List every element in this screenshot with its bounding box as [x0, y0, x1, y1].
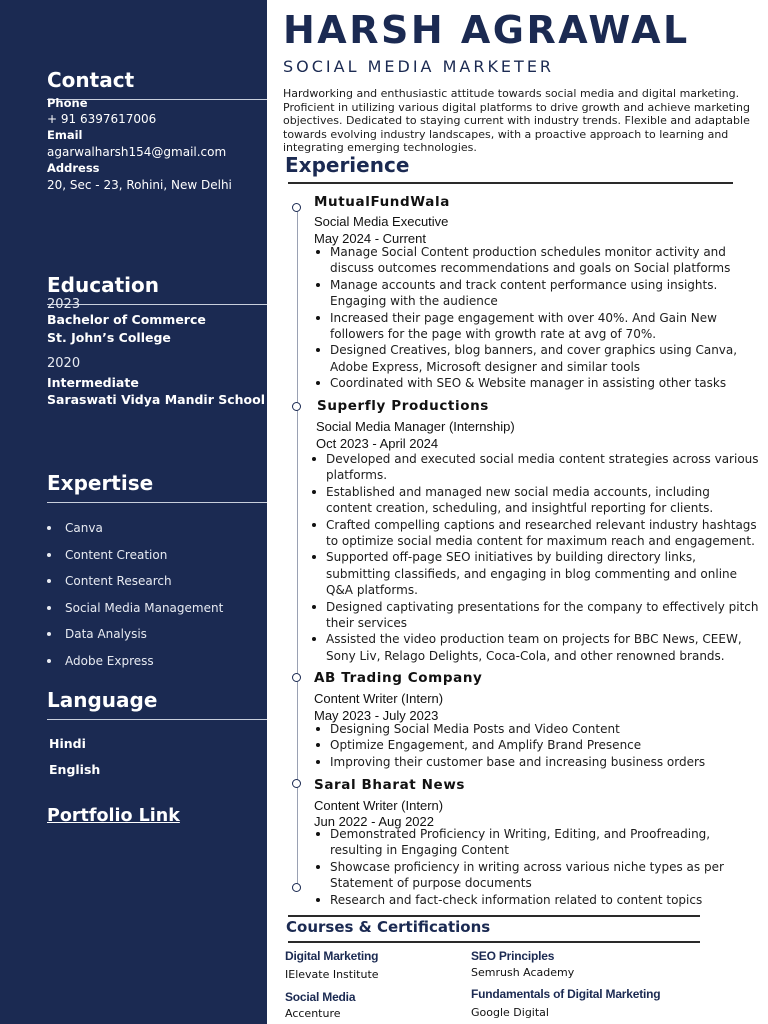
bullet-item: Established and managed new social media accounts, including content creation, scheduling, and insightful reporting for clients.: [326, 484, 759, 517]
portfolio-link[interactable]: Portfolio Link: [47, 806, 180, 826]
education-year: 2023: [47, 297, 81, 312]
job-dates: Jun 2022 - Aug 2022: [314, 814, 434, 829]
address-label: Address: [47, 161, 100, 175]
courses-heading: Courses & Certifications: [286, 918, 491, 936]
courses-divider: [288, 941, 700, 943]
job-company: MutualFundWala: [314, 194, 450, 210]
bullet-item: Designed Creatives, blog banners, and cover graphics using Canva, Adobe Express, Microsoft designer and similar tools: [330, 343, 738, 374]
job-company: Saral Bharat News: [314, 777, 466, 793]
language-heading: Language: [47, 688, 158, 712]
expertise-item: Social Media Management: [47, 598, 223, 625]
education-year: 2020: [47, 356, 81, 371]
language-item: English: [49, 762, 101, 777]
expertise-item: Content Creation: [47, 545, 223, 572]
bullet-item: Assisted the video production team on projects for BBC News, CEEW, Sony Liv, Relago Delights, Coca-Cola, and other renowned brands.: [326, 631, 759, 664]
course-name: Fundamentals of Digital Marketing: [471, 987, 661, 1001]
email-label: Email: [47, 128, 83, 142]
bullet-item: Research and fact-check information related to content topics: [330, 892, 724, 908]
education-heading: Education: [47, 273, 159, 297]
bullet-item: Crafted compelling captions and researched relevant industry hashtags to optimize social media content for maximum reach and engagement.: [326, 517, 757, 549]
contact-heading: Contact: [47, 68, 135, 92]
language-item: Hindi: [49, 736, 86, 751]
bullet-item: Optimize Engagement, and Amplify Brand Presence: [330, 737, 705, 753]
education-school: Saraswati Vidya Mandir School: [47, 392, 265, 407]
timeline-dot: [292, 883, 301, 892]
phone-value[interactable]: + 91 6397617006: [47, 112, 157, 126]
expertise-divider: [47, 502, 267, 503]
course-name: Social Media: [285, 990, 356, 1004]
job-bullets: [330, 244, 737, 392]
job-company: Superfly Productions: [317, 398, 489, 414]
expertise-item: Adobe Express: [47, 651, 223, 678]
course-name: Digital Marketing: [285, 949, 379, 963]
bullet-item: Developed and executed social media content strategies across various platforms.: [326, 452, 759, 483]
course-org: IElevate Institute: [285, 968, 379, 981]
language-divider: [47, 719, 267, 720]
bullet-item: Showcase proficiency in writing across various niche types as per Statement of purpose documents: [330, 859, 724, 891]
course-org: Semrush Academy: [471, 966, 575, 979]
job-role: Social Media Executive: [314, 214, 449, 229]
job-role: Content Writer (Intern): [314, 798, 444, 813]
expertise-item: Data Analysis: [47, 624, 223, 651]
job-bullets: [326, 451, 759, 664]
job-dates: Oct 2023 - April 2024: [316, 436, 439, 451]
courses-top-divider: [288, 915, 700, 917]
course-name: SEO Principles: [471, 949, 555, 963]
job-role: Content Writer (Intern): [314, 691, 444, 706]
timeline-dot: [292, 779, 301, 788]
bullet-item: Designing Social Media Posts and Video Content: [330, 721, 705, 737]
bullet-item: Manage Social Content production schedules monitor activity and discuss outcomes recommendations and goals on Social platforms: [330, 244, 737, 277]
education-degree: Bachelor of Commerce: [47, 312, 206, 327]
phone-label: Phone: [47, 96, 88, 110]
address-value: 20, Sec - 23, Rohini, New Delhi: [47, 178, 232, 192]
timeline-dot: [292, 203, 301, 212]
candidate-role: SOCIAL MEDIA MARKETER: [283, 57, 555, 76]
course-org: Google Digital: [471, 1006, 549, 1019]
bullet-item: Designed captivating presentations for the company to effectively pitch their services: [326, 599, 759, 631]
bullet-item: Improving their customer base and increasing business orders: [330, 754, 706, 769]
job-bullets: [330, 826, 724, 908]
job-role: Social Media Manager (Internship): [316, 419, 515, 434]
timeline-dot: [292, 402, 301, 411]
experience-heading: Experience: [285, 153, 410, 177]
expertise-item: Canva: [47, 518, 223, 545]
education-degree: Intermediate: [47, 375, 139, 390]
sidebar: [0, 0, 267, 1024]
bullet-item: Manage accounts and track content performance using insights. Engaging with the audience: [330, 277, 737, 310]
course-org: Accenture: [285, 1007, 341, 1020]
job-company: AB Trading Company: [314, 670, 483, 686]
bullet-item: Coordinated with SEO & Website manager in assisting other tasks: [330, 375, 737, 391]
email-value[interactable]: agarwalharsh154@gmail.com: [47, 145, 227, 159]
job-dates: May 2024 - Current: [314, 231, 426, 246]
bullet-item: Supported off-page SEO initiatives by building directory links, submitting classifieds, and engaging in blog commenting and online Q&A platforms.: [326, 549, 759, 598]
expertise-heading: Expertise: [47, 471, 154, 495]
bullet-item: Increased their page engagement with over 40%. And Gain New followers for the page with growth rate at avg of 70%.: [330, 310, 737, 343]
timeline-dot: [292, 673, 301, 682]
education-school: St. John’s College: [47, 330, 171, 345]
expertise-list: [47, 518, 223, 677]
job-bullets: [330, 721, 705, 770]
expertise-item: Content Research: [47, 571, 223, 598]
profile-summary: Hardworking and enthusiastic attitude towards social media and digital marketing. Proficient in utilizing various digital platforms to drive growth and achieve marketing objectives. Dedicated to staying current with industry trends. Flexible and adaptable towards evolving industry landscapes, with a proactive approach to learning and integrating emerging technologies.: [283, 87, 750, 155]
candidate-name: HARSH AGRAWAL: [283, 8, 690, 52]
experience-divider: [288, 182, 733, 184]
job-dates: May 2023 - July 2023: [314, 708, 439, 723]
bullet-item: Demonstrated Proficiency in Writing, Editing, and Proofreading, resulting in Engaging Content: [330, 826, 724, 859]
